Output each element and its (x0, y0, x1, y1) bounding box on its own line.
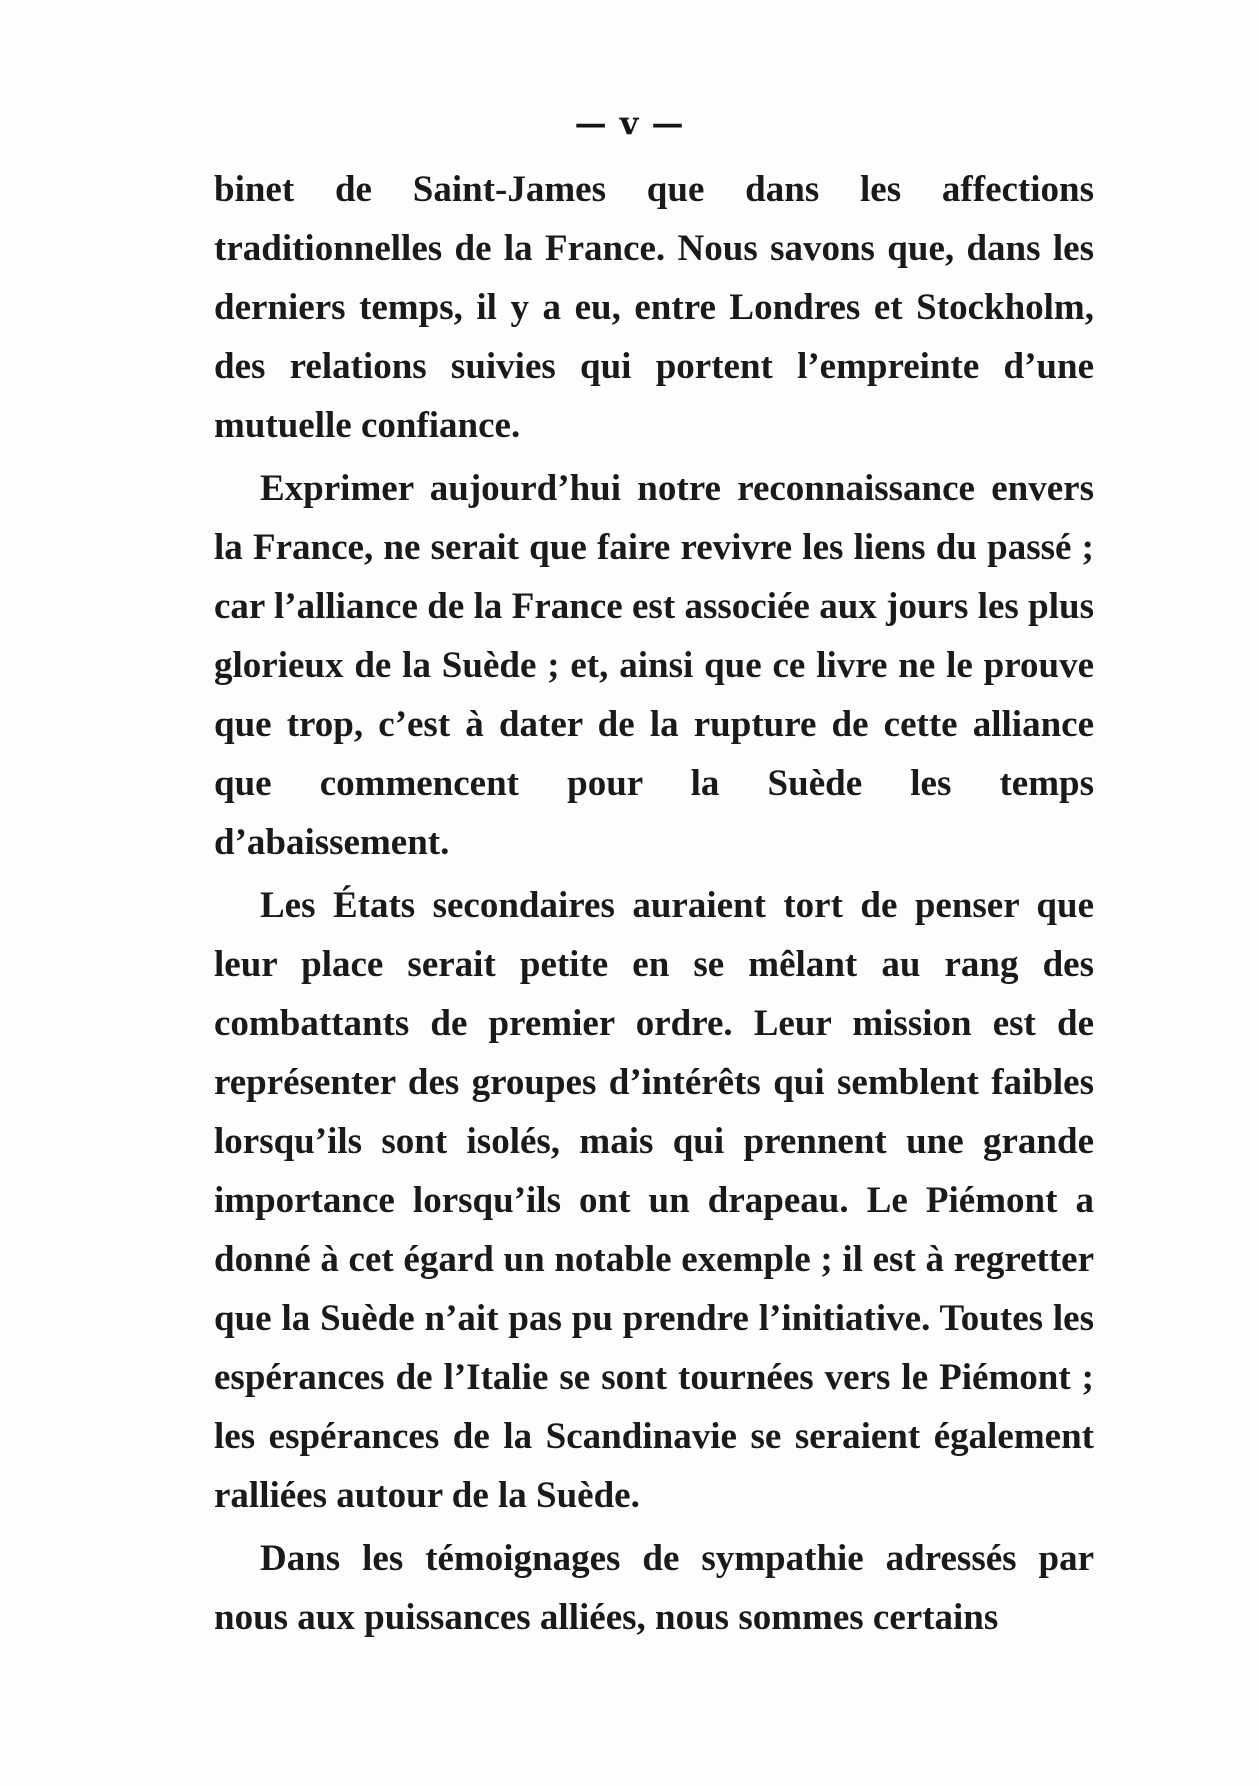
paragraph-1: binet de Saint-James que dans les affections traditionnelles de la France. Nous savons que, dans les derniers temps, il y a eu, entre Londres et Stockholm, des relations suivies qui portent l’empreinte d’une mutuelle confiance. (214, 169, 1094, 446)
body-text (214, 160, 1094, 1651)
paragraph-3: Les États secondaires auraient tort de penser que leur place serait petite en se mêlant au rang des combattants de premier ordre. Leur mission est de représenter des groupes d’intérêts qui semblent faibles lorsqu’ils sont isolés, mais qui prennent une grande importance lorsqu’ils ont un drapeau. Le Piémont a donné à cet égard un notable exemple ; il est à regretter que la Suède n’ait pas pu prendre l’initiative. Toutes les espérances de l’Italie se sont tournées vers le Piémont ; les espérances de la Scandinavie se seraient également ralliées autour de la Suède. (214, 885, 1094, 1516)
paragraph-4: Dans les témoignages de sympathie adressés par nous aux puissances alliées, nous sommes certains (214, 1538, 1094, 1638)
paragraph-2: Exprimer aujourd’hui notre reconnaissance envers la France, ne serait que faire revivre les liens du passé ; car l’alliance de la France est associée aux jours les plus glorieux de la Suède ; et, ainsi que ce livre ne le prouve que trop, c’est à dater de la rupture de cette alliance que commencent pour la Suède les temps d’abaissement. (214, 468, 1094, 863)
page-number: — v — (574, 104, 685, 142)
